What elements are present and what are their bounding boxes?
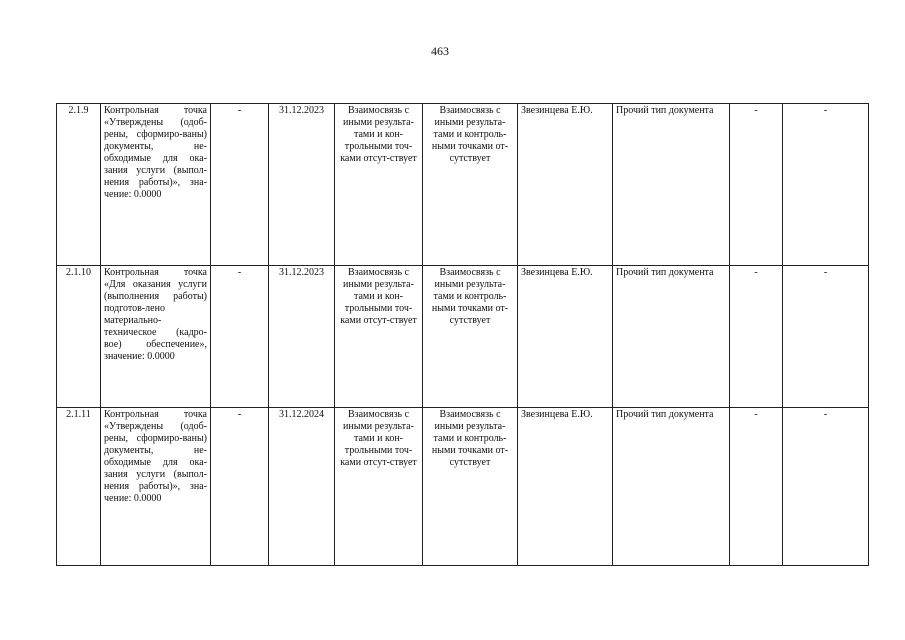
cell-dash: - bbox=[211, 408, 269, 566]
relation-results: Взаимосвязь с иными результа-тами и кон-трольными точ-ками отсут-ствует bbox=[335, 408, 423, 566]
table-row bbox=[57, 266, 869, 408]
due-date: 31.12.2023 bbox=[269, 104, 335, 266]
control-points-table bbox=[56, 103, 869, 566]
document-type: Прочий тип документа bbox=[613, 266, 730, 408]
responsible-person: Звезинцева Е.Ю. bbox=[518, 408, 613, 566]
cell-dash: - bbox=[730, 266, 783, 408]
control-point-name: Контрольная точка «Утверждены (одоб-рены, сформиро-ваны) документы, не-обходимые для ока-зания услуги (выпол-нения работы)», зна-чение: 0.0000 bbox=[101, 408, 211, 566]
cell-dash: - bbox=[783, 266, 869, 408]
cell-dash: - bbox=[783, 104, 869, 266]
responsible-person: Звезинцева Е.Ю. bbox=[518, 104, 613, 266]
relation-points: Взаимосвязь с иными результа-тами и контроль-ными точками от-сутствует bbox=[423, 408, 518, 566]
control-point-name: Контрольная точка «Утверждены (одоб-рены, сформиро-ваны) документы, не-обходимые для ока-зания услуги (выпол-нения работы)», зна-чение: 0.0000 bbox=[101, 104, 211, 266]
relation-results: Взаимосвязь с иными результа-тами и кон-трольными точ-ками отсут-ствует bbox=[335, 266, 423, 408]
cell-dash: - bbox=[783, 408, 869, 566]
due-date: 31.12.2023 bbox=[269, 266, 335, 408]
relation-points: Взаимосвязь с иными результа-тами и контроль-ными точками от-сутствует bbox=[423, 266, 518, 408]
page-number: 463 bbox=[431, 44, 449, 58]
relation-results: Взаимосвязь с иными результа-тами и кон-трольными точ-ками отсут-ствует bbox=[335, 104, 423, 266]
document-type: Прочий тип документа bbox=[613, 408, 730, 566]
table-row bbox=[57, 408, 869, 566]
cell-dash: - bbox=[211, 104, 269, 266]
cell-dash: - bbox=[730, 104, 783, 266]
cell-dash: - bbox=[730, 408, 783, 566]
table-row bbox=[57, 104, 869, 266]
responsible-person: Звезинцева Е.Ю. bbox=[518, 266, 613, 408]
document-type: Прочий тип документа bbox=[613, 104, 730, 266]
row-number: 2.1.10 bbox=[57, 266, 101, 408]
row-number: 2.1.9 bbox=[57, 104, 101, 266]
due-date: 31.12.2024 bbox=[269, 408, 335, 566]
cell-dash: - bbox=[211, 266, 269, 408]
control-point-name: Контрольная точка «Для оказания услуги (выполнения работы) подготов-лено материально-техническое (кадро-вое) обеспечение», значение: 0.0000 bbox=[101, 266, 211, 408]
row-number: 2.1.11 bbox=[57, 408, 101, 566]
relation-points: Взаимосвязь с иными результа-тами и контроль-ными точками от-сутствует bbox=[423, 104, 518, 266]
